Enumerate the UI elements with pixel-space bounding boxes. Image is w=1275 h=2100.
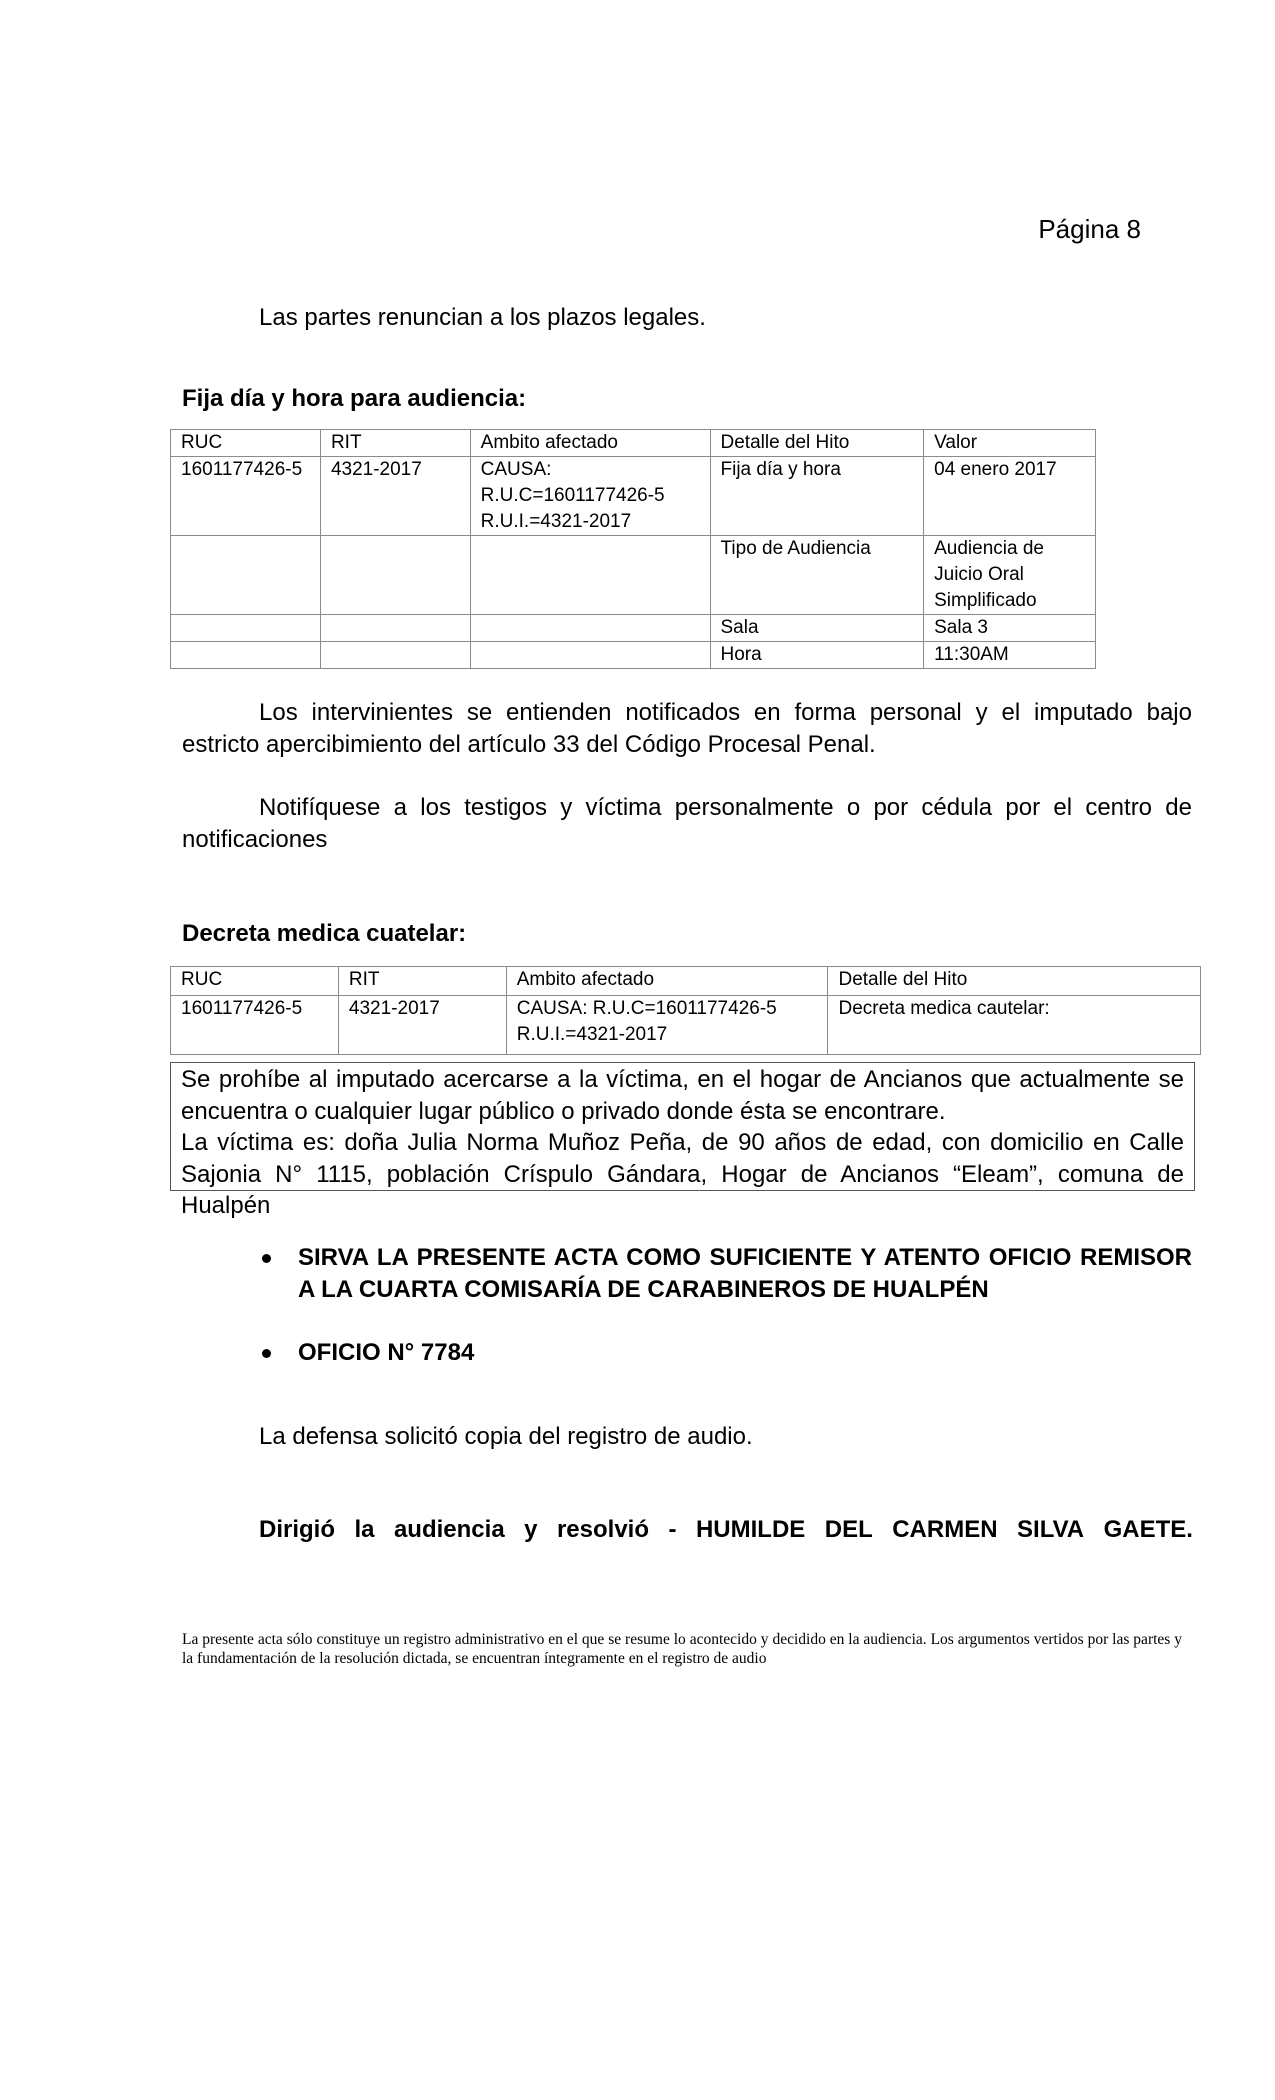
prohibition-box [170, 1062, 1195, 1219]
waive-terms-paragraph: Las partes renuncian a los plazos legales. [259, 304, 706, 331]
hearing-section-heading: Fija día y hora para audiencia: [182, 385, 527, 412]
header-cell-rit: RIT [338, 967, 506, 996]
table-row [171, 996, 1201, 1055]
ambito-line: CAUSA: R.U.C=1601177426-5 [516, 998, 777, 1019]
bullet-text: OFICIO N° 7784 [298, 1339, 475, 1366]
measure-table [170, 966, 1201, 1055]
signoff-word: GAETE. [1103, 1516, 1193, 1543]
header-cell-hito: Detalle del Hito [710, 430, 924, 457]
header-cell-valor: Valor [924, 430, 1096, 457]
header-cell-hito: Detalle del Hito [828, 967, 1201, 996]
ruc-cell: 1601177426-5 [171, 996, 339, 1055]
valor-line: Audiencia de [934, 538, 1044, 559]
valor-cell: 11:30AM [924, 642, 1096, 669]
ambito-line: R.U.I.=4321-2017 [516, 1024, 668, 1045]
valor-cell: Sala 3 [924, 615, 1096, 642]
table-row [171, 536, 1096, 615]
hearing-table-header-row [171, 430, 1096, 457]
table-row [171, 642, 1096, 669]
valor-line: Juicio Oral [934, 564, 1024, 585]
valor-cell [924, 536, 1096, 615]
ambito-line: R.U.I.=4321-2017 [480, 511, 632, 532]
header-cell-ambito: Ambito afectado [506, 967, 828, 996]
table-row [171, 457, 1096, 536]
hito-cell: Fija día y hora [710, 457, 924, 536]
victim-text: La víctima es: doña Julia Norma Muñoz Peña, de 90 años de edad, con domicilio en Calle Sajonia N° 1115, población Críspulo Gándara, Hogar de Ancianos “Eleam”, comuna de Hualpén [181, 1129, 1184, 1219]
prohibition-text: Se prohíbe al imputado acercarse a la víctima, en el hogar de Ancianos que actualmente se encuentra o cualquier lugar público o privado donde ésta se encontrare. [181, 1066, 1184, 1125]
rit-cell: 4321-2017 [338, 996, 506, 1055]
hito-cell: Hora [710, 642, 924, 669]
measure-section-heading: Decreta medica cuatelar: [182, 920, 467, 947]
header-cell-rit: RIT [320, 430, 470, 457]
valor-line: Simplificado [934, 590, 1037, 611]
header-cell-ruc: RUC [171, 430, 321, 457]
bullet-list [262, 1242, 1192, 1369]
signoff-word: HUMILDE [695, 1516, 806, 1543]
notified-paragraph: Los intervinientes se entienden notificados en forma personal y el imputado bajo estricto apercibimiento del artículo 33 del Código Procesal Penal. [182, 699, 1192, 758]
footnote: La presente acta sólo constituye un registro administrativo en el que se resume lo acontecido y decidido en la audiencia. Los argumentos vertidos por las partes y la fundamentación de la resolución dictada, se encuentran íntegramente en el registro de audio [182, 1631, 1182, 1667]
ambito-line: CAUSA: [480, 459, 552, 480]
ambito-line: R.U.C=1601177426-5 [480, 485, 665, 506]
signoff-word: Dirigió [259, 1516, 335, 1543]
signoff-word: resolvió [556, 1516, 650, 1543]
rit-cell: 4321-2017 [320, 457, 470, 536]
signoff-word: CARMEN [892, 1516, 998, 1543]
page-number: Página 8 [1038, 214, 1141, 244]
ruc-cell: 1601177426-5 [171, 457, 321, 536]
bullet-icon [262, 1349, 271, 1358]
signoff-word: DEL [824, 1516, 873, 1543]
bullet-text: SIRVA LA PRESENTE ACTA COMO SUFICIENTE Y ATENTO OFICIO REMISOR A LA CUARTA COMISARÍA DE CARABINEROS DE HUALPÉN [298, 1244, 1192, 1303]
bullet-icon [262, 1254, 271, 1263]
header-cell-ruc: RUC [171, 967, 339, 996]
ambito-cell [506, 996, 828, 1055]
signoff-word: la [354, 1516, 375, 1543]
signoff-word: SILVA [1017, 1516, 1085, 1543]
hito-cell: Sala [710, 615, 924, 642]
signoff-word: audiencia [393, 1516, 505, 1543]
audio-copy-paragraph: La defensa solicitó copia del registro de audio. [259, 1423, 753, 1450]
list-item [262, 1337, 1192, 1369]
table-row [171, 615, 1096, 642]
valor-cell: 04 enero 2017 [924, 457, 1096, 536]
header-cell-ambito: Ambito afectado [470, 430, 710, 457]
hearing-table [170, 429, 1096, 669]
signoff-word: - [668, 1516, 677, 1543]
signoff-word: y [524, 1516, 538, 1543]
measure-table-header-row [171, 967, 1201, 996]
list-item [262, 1242, 1192, 1306]
hito-cell: Decreta medica cautelar: [828, 996, 1201, 1055]
ambito-cell [470, 457, 710, 536]
signoff-line [259, 1516, 1193, 1544]
notify-witnesses-paragraph: Notifíquese a los testigos y víctima personalmente o por cédula por el centro de notificaciones [182, 794, 1192, 853]
hito-cell: Tipo de Audiencia [710, 536, 924, 615]
